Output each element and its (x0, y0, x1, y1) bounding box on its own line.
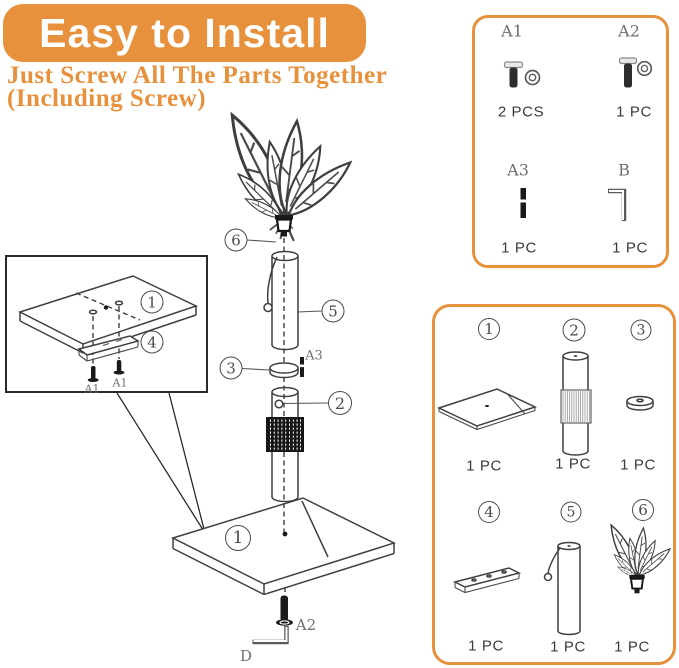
part-qty-4: 1 PC (468, 637, 504, 655)
part-qty-5: 1 PC (550, 638, 586, 656)
inset-label-a1-left: A1 (84, 382, 100, 396)
assembly-callout-2: 2 (328, 391, 352, 415)
part-callout-1: 1 (478, 318, 500, 340)
hardware-label-a1: A1 (501, 21, 523, 41)
parts-box (432, 304, 676, 665)
subtitle-line-2: (Including Screw) (7, 85, 207, 112)
page-title: Easy to Install (39, 9, 330, 56)
part-callout-3: 3 (631, 320, 652, 341)
inset-detail-box (5, 255, 208, 393)
round-cap-icon (270, 363, 298, 378)
part-qty-6: 1 PC (614, 638, 650, 656)
assembly-callout-1: 1 (225, 525, 251, 551)
hardware-label-a3: A3 (507, 160, 529, 180)
part-callout-5: 5 (561, 502, 582, 523)
subtitle (7, 64, 467, 110)
assembly-label-d: D (239, 647, 253, 665)
part-qty-3: 1 PC (620, 456, 656, 474)
inset-leader-lines (117, 393, 205, 533)
inset-label-a1-right: A1 (112, 376, 128, 390)
inset-callout-4: 4 (141, 331, 164, 354)
assembly-label-a3: A3 (305, 348, 323, 364)
hardware-box (472, 15, 669, 268)
inset-callout-1: 1 (141, 291, 164, 314)
title-banner (3, 4, 366, 62)
part-callout-4: 4 (478, 501, 500, 523)
hardware-qty-a2: 1 PC (616, 103, 652, 121)
assembly-callout-3: 3 (220, 357, 243, 380)
hardware-qty-b: 1 PC (612, 239, 648, 257)
part-qty-1: 1 PC (466, 457, 502, 475)
subtitle-line-1: Just Screw All The Parts Together (7, 62, 388, 89)
part-qty-2: 1 PC (555, 455, 591, 473)
part-callout-6: 6 (632, 499, 654, 521)
hardware-qty-a1: 2 PCS (497, 103, 545, 121)
assembly-callout-5: 5 (322, 300, 345, 323)
assembly-callout-6: 6 (225, 229, 248, 252)
scratch-post-icon (266, 388, 304, 502)
allen-key-d-icon (253, 626, 287, 642)
hardware-qty-a3: 1 PC (501, 239, 537, 257)
bolt-a2-icon (276, 596, 293, 626)
assembly-label-a2: A2 (295, 616, 317, 634)
hardware-label-a2: A2 (618, 21, 640, 41)
threaded-rod-a3-icon (300, 357, 304, 377)
hardware-label-b: B (618, 160, 630, 180)
pole-with-toy-icon (264, 252, 298, 350)
part-callout-2: 2 (563, 319, 586, 342)
